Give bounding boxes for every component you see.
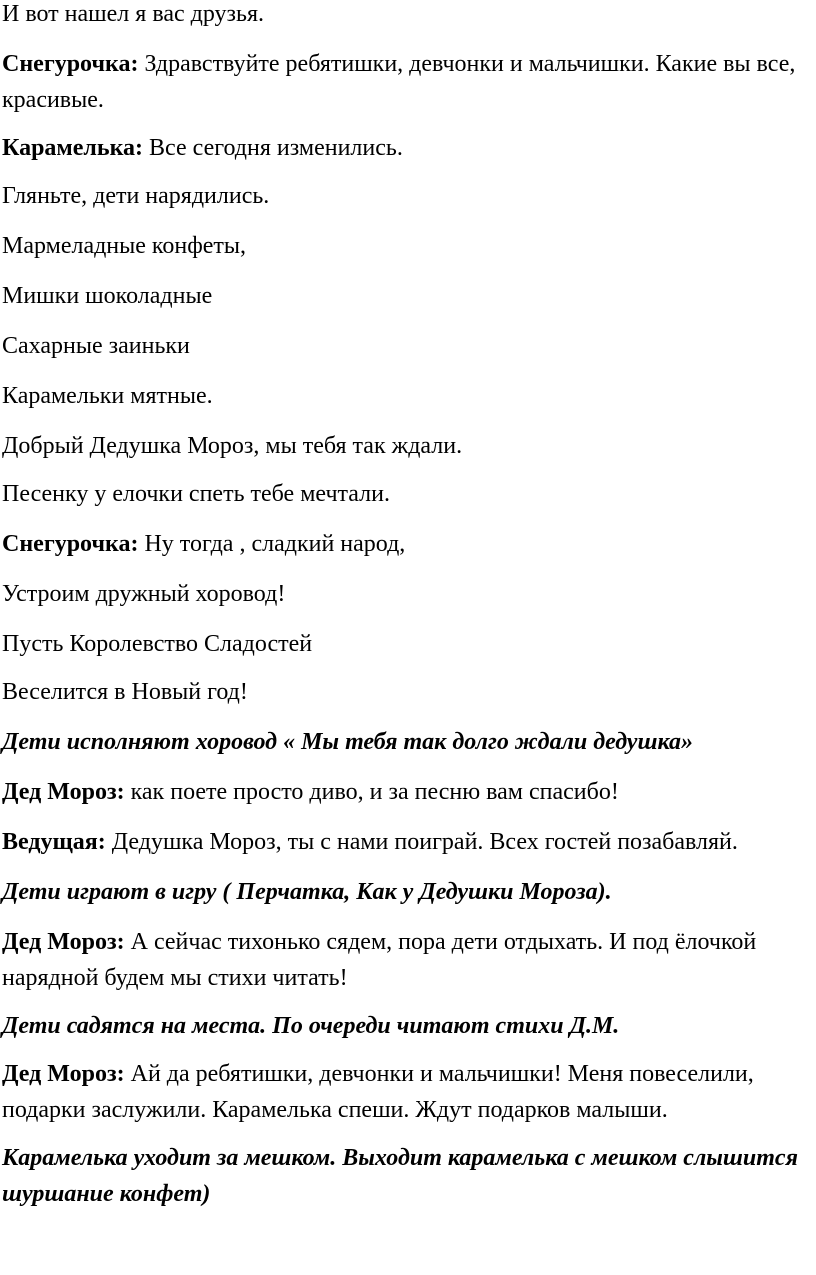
stage-direction: Дети играют в игру ( Перчатка, Как у Дедушки Мороза). xyxy=(2,879,612,905)
speaker-label: Дед Мороз: xyxy=(2,1061,125,1087)
dialogue-paragraph xyxy=(2,526,802,562)
dialogue-text: как поете просто диво, и за песню вам спасибо! xyxy=(124,779,619,805)
dialogue-paragraph xyxy=(2,130,802,166)
paragraph: Веселится в Новый год! xyxy=(2,679,248,705)
dialogue-text: А сейчас тихонько сядем, пора дети отдыхать. И под ёлочкой нарядной будем мы стихи читать! xyxy=(2,929,757,991)
paragraph: Устроим дружный хоровод! xyxy=(2,581,286,607)
dialogue-text: Все сегодня изменились. xyxy=(143,135,403,161)
speaker-label: Снегурочка: xyxy=(2,51,139,77)
speaker-label: Карамелька: xyxy=(2,135,144,161)
dialogue-paragraph xyxy=(2,46,802,118)
dialogue-paragraph xyxy=(2,774,802,810)
dialogue-text: Ну тогда , сладкий народ, xyxy=(138,531,406,557)
stage-direction: Дети исполняют хоровод « Мы тебя так долго ждали дедушка» xyxy=(2,729,694,755)
dialogue-paragraph xyxy=(2,824,802,860)
dialogue-paragraph xyxy=(2,924,802,996)
dialogue-paragraph xyxy=(2,1056,802,1128)
speaker-label: Дед Мороз: xyxy=(2,779,125,805)
stage-direction: Дети садятся на места. По очереди читают стихи Д.М. xyxy=(2,1013,620,1039)
dialogue-text: Здравствуйте ребятишки, девчонки и мальчишки. Какие вы все, красивые. xyxy=(2,51,796,113)
paragraph: Пусть Королевство Сладостей xyxy=(2,631,313,657)
paragraph: Мармеладные конфеты, xyxy=(2,233,247,259)
dialogue-text: Дедушка Мороз, ты с нами поиграй. Всех гостей позабавляй. xyxy=(105,829,738,855)
paragraph: Мишки шоколадные xyxy=(2,283,213,309)
speaker-label: Снегурочка: xyxy=(2,531,139,557)
dialogue-text: Ай да ребятишки, девчонки и мальчишки! Меня повеселили, подарки заслужили. Карамелька спеши. Ждут подарков малыши. xyxy=(2,1061,754,1123)
paragraph: Гляньте, дети нарядились. xyxy=(2,183,270,209)
paragraph: Сахарные заиньки xyxy=(2,333,190,359)
stage-direction: Карамелька уходит за мешком. Выходит карамелька с мешком слышится шуршание конфет) xyxy=(2,1145,798,1207)
paragraph: Карамельки мятные. xyxy=(2,383,213,409)
paragraph: Добрый Дедушка Мороз, мы тебя так ждали. xyxy=(2,433,463,459)
paragraph: И вот нашел я вас друзья. xyxy=(2,1,264,27)
paragraph: Песенку у елочки спеть тебе мечтали. xyxy=(2,481,390,507)
speaker-label: Ведущая: xyxy=(2,829,106,855)
speaker-label: Дед Мороз: xyxy=(2,929,125,955)
